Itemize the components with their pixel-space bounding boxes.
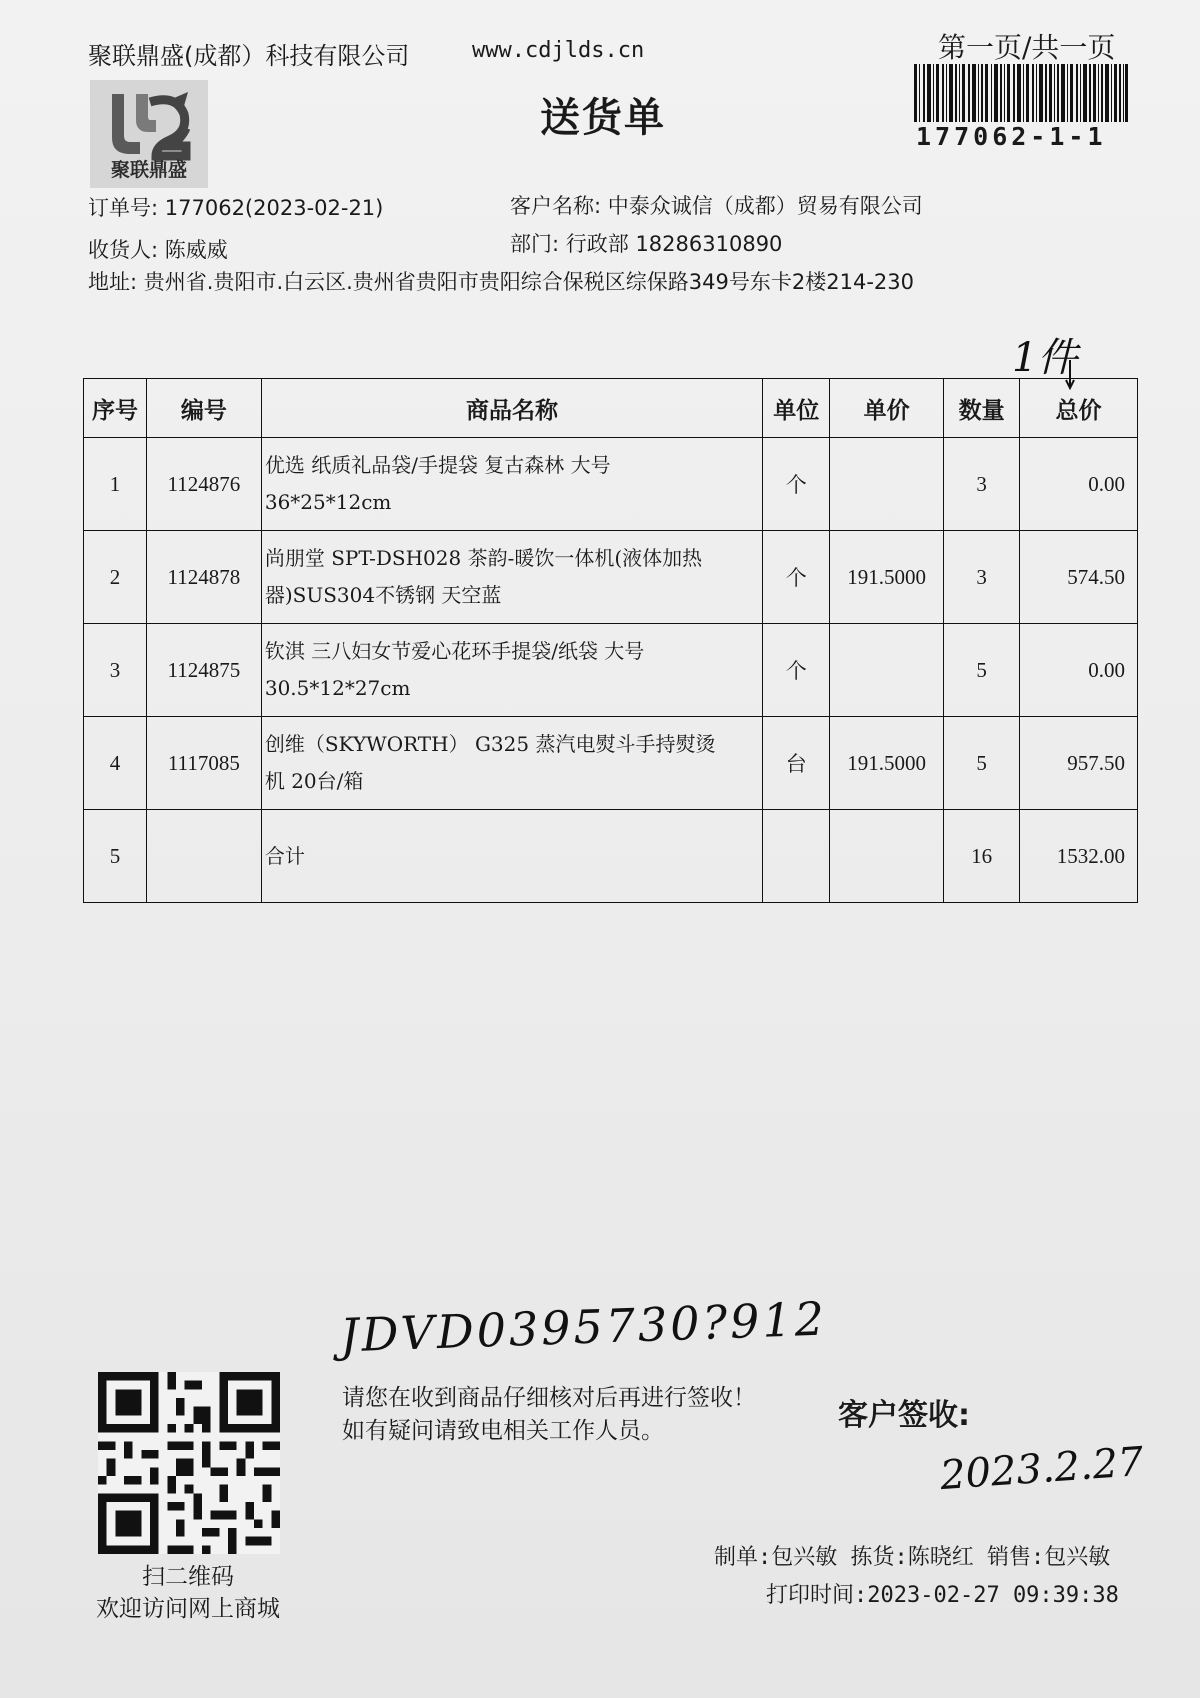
barcode-icon: [914, 64, 1128, 122]
order-number-label: 订单号:: [88, 196, 159, 220]
customer-line: [510, 190, 923, 220]
name-line: 器)SUS304不锈钢 天空蓝: [264, 583, 502, 607]
qr-code: [98, 1372, 280, 1554]
col-header-unit: 单位: [763, 379, 830, 438]
barcode-number: 177062-1-1: [916, 122, 1107, 151]
department-line: [510, 228, 782, 258]
cell-seq: 4: [84, 717, 147, 810]
company-name: 聚联鼎盛(成都）科技有限公司: [88, 42, 410, 70]
handwritten-quantity-note: 1件: [1012, 335, 1078, 381]
name-line: 尚朋堂 SPT-DSH028 茶韵-暖饮一体机(液体加热: [264, 546, 703, 570]
name-line: 钦淇 三八妇女节爱心花环手提袋/纸袋 大号: [264, 639, 645, 663]
cell-qty: 5: [944, 624, 1020, 717]
name-line: 36*25*12cm: [264, 490, 392, 514]
table-row: [84, 717, 1138, 810]
cell-unit: 台: [763, 717, 830, 810]
cell-name: [261, 624, 762, 717]
cell-seq: 3: [84, 624, 147, 717]
cell-total: 0.00: [1020, 624, 1138, 717]
cell-qty: 5: [944, 717, 1020, 810]
order-number: 177062(2023-02-21): [164, 196, 384, 220]
cell-price: 191.5000: [830, 717, 944, 810]
customer-label: 客户名称:: [510, 194, 602, 218]
barcode: [914, 64, 1128, 122]
cell-code: [146, 810, 261, 903]
cell-name: [261, 531, 762, 624]
cell-price: [830, 438, 944, 531]
cell-total: 0.00: [1020, 438, 1138, 531]
handwritten-sign-date: 2023.2.27: [938, 1438, 1145, 1500]
cell-code: 1117085: [146, 717, 261, 810]
items-table: [83, 378, 1138, 903]
name-line: 30.5*12*27cm: [264, 676, 411, 700]
col-header-price: 单价: [830, 379, 944, 438]
cell-price: [830, 624, 944, 717]
name-line: 优选 纸质礼品袋/手提袋 复古森林 大号: [264, 453, 611, 477]
cell-total: 957.50: [1020, 717, 1138, 810]
table-row: [84, 624, 1138, 717]
cell-price: [830, 810, 944, 903]
order-number-line: [88, 192, 383, 222]
logo-text: 聚联鼎盛: [110, 159, 187, 181]
col-header-code: 编号: [146, 379, 261, 438]
cell-qty: 3: [944, 438, 1020, 531]
page-title: 送货单: [540, 95, 666, 141]
cell-code: 1124876: [146, 438, 261, 531]
table-row: [84, 531, 1138, 624]
address-line: [88, 266, 914, 296]
cell-qty: 3: [944, 531, 1020, 624]
handwritten-tracking-number: JDVD0395730?912: [339, 1291, 828, 1363]
page-info: 第一页/共一页: [938, 31, 1116, 64]
name-line: 创维（SKYWORTH） G325 蒸汽电熨斗手持熨烫: [264, 732, 716, 756]
company-website: www.cdjlds.cn: [472, 38, 645, 63]
cell-name: [261, 438, 762, 531]
cell-qty: 16: [944, 810, 1020, 903]
cell-code: 1124878: [146, 531, 261, 624]
cell-unit: 个: [763, 531, 830, 624]
cell-code: 1124875: [146, 624, 261, 717]
cell-price: 191.5000: [830, 531, 944, 624]
table-header-row: [84, 379, 1138, 438]
address-value: 贵州省.贵阳市.白云区.贵州省贵阳市贵阳综合保税区综保路349号东卡2楼214-230: [143, 270, 914, 294]
qr-caption-1: 扫二维码: [142, 1564, 234, 1590]
col-header-qty: 数量: [944, 379, 1020, 438]
receiver-line: [88, 234, 228, 264]
cell-total: 574.50: [1020, 531, 1138, 624]
name-line: 机 20台/箱: [264, 769, 364, 793]
col-header-name: 商品名称: [261, 379, 762, 438]
receipt-notice: 请您在收到商品仔细核对后再进行签收！如有疑问请致电相关工作人员。: [342, 1385, 756, 1444]
table-row: [84, 810, 1138, 903]
department-label: 部门:: [510, 232, 560, 256]
customer-name: 中泰众诚信（成都）贸易有限公司: [607, 194, 923, 218]
customer-signature-label: 客户签收:: [838, 1398, 970, 1433]
table-row: [84, 438, 1138, 531]
cell-name: 合计: [261, 810, 762, 903]
department-value: 行政部 18286310890: [565, 232, 783, 256]
cell-seq: 2: [84, 531, 147, 624]
cell-seq: 1: [84, 438, 147, 531]
col-header-seq: 序号: [84, 379, 147, 438]
print-time: 打印时间:2023-02-27 09:39:38: [766, 1583, 1119, 1608]
receiver-name: 陈威威: [164, 238, 228, 262]
receiver-label: 收货人:: [88, 238, 159, 262]
qr-caption-2: 欢迎访问网上商城: [96, 1596, 280, 1622]
cell-unit: 个: [763, 624, 830, 717]
cell-unit: [763, 810, 830, 903]
qr-code-icon: [98, 1372, 280, 1554]
cell-name: [261, 717, 762, 810]
staff-line: 制单:包兴敏 拣货:陈晓红 销售:包兴敏: [714, 1545, 1111, 1570]
cell-total: 1532.00: [1020, 810, 1138, 903]
address-label: 地址:: [88, 270, 138, 294]
col-header-total: 总价: [1020, 379, 1138, 438]
cell-seq: 5: [84, 810, 147, 903]
cell-unit: 个: [763, 438, 830, 531]
